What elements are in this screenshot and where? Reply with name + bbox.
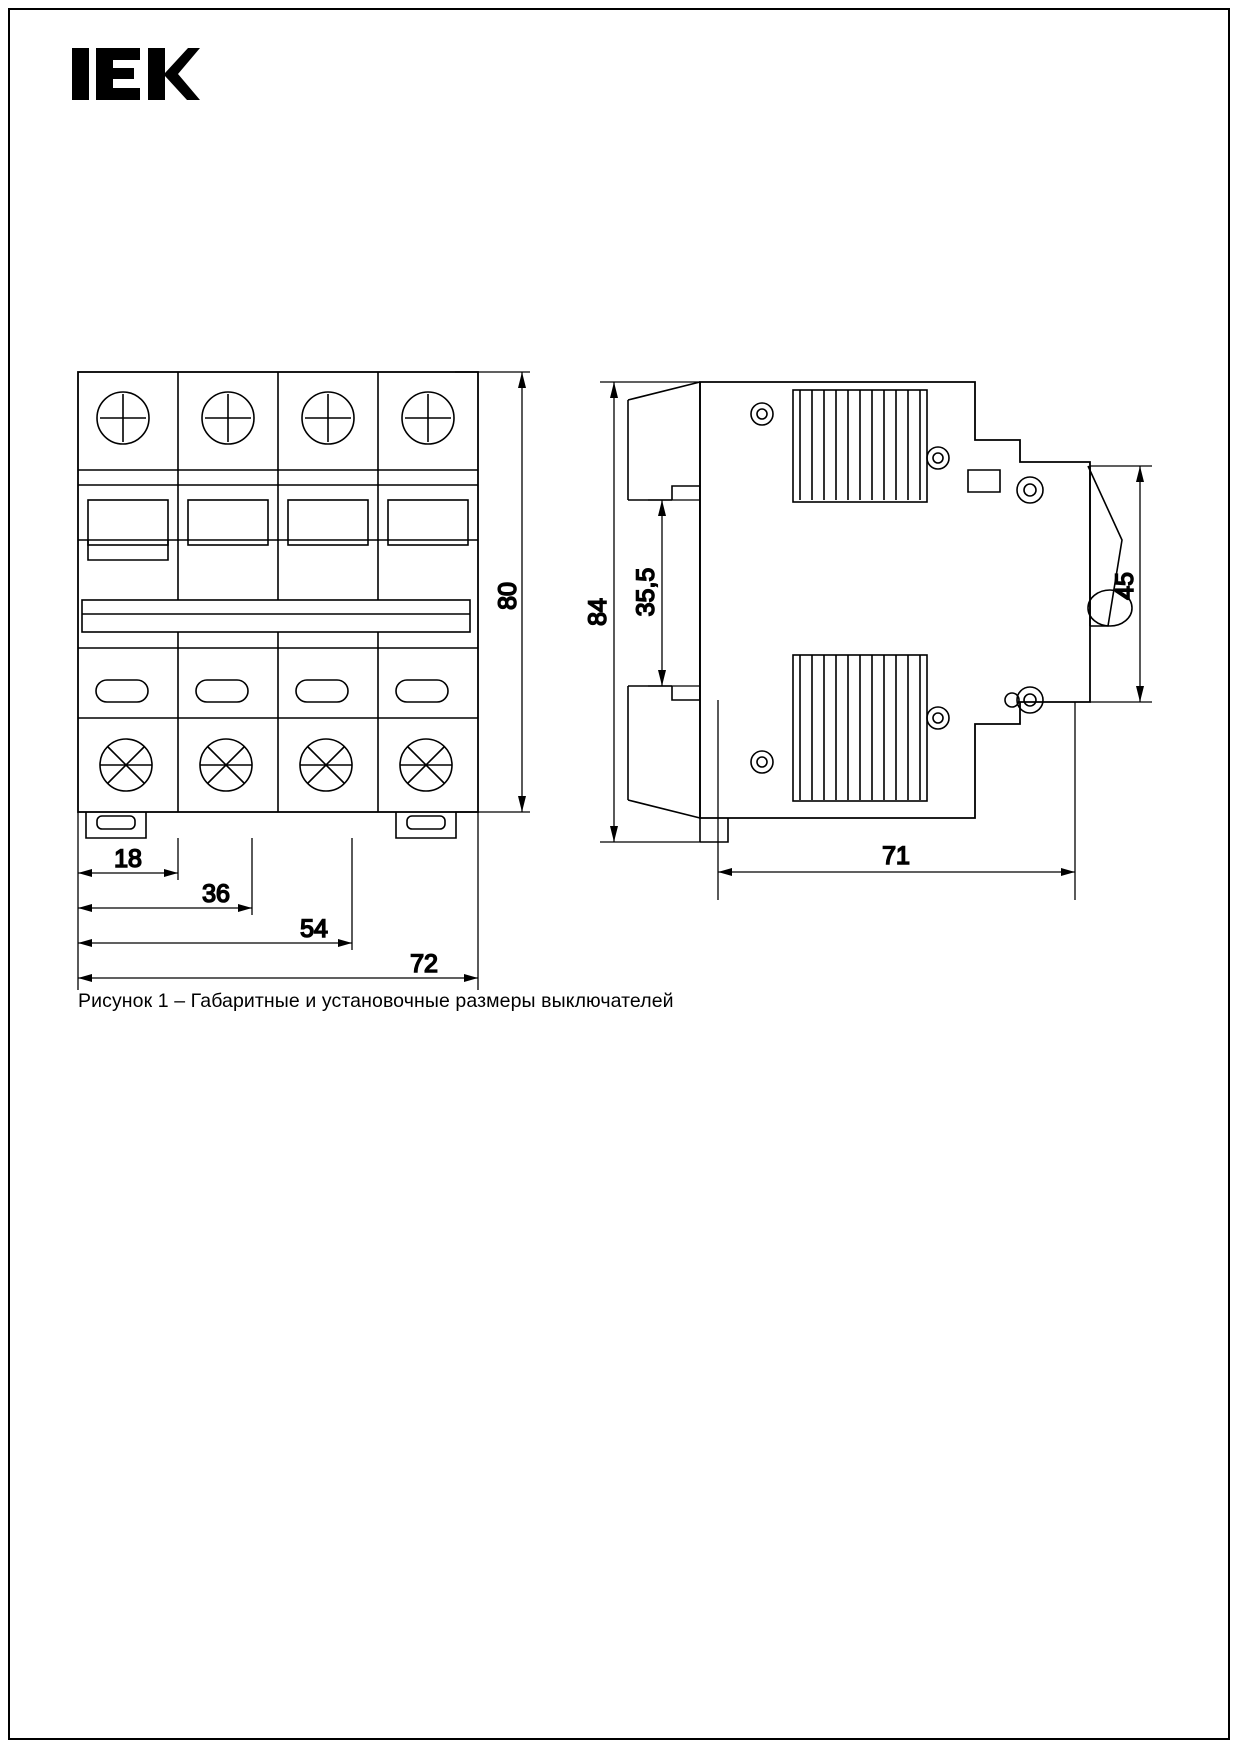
front-view: [78, 372, 478, 838]
figure-caption: Рисунок 1 – Габаритные и установочные размеры выключателей: [78, 990, 674, 1012]
dimension-label-45: 45: [1111, 572, 1139, 600]
dimension-label-72: 72: [410, 950, 438, 978]
dimension-label-54: 54: [300, 915, 328, 943]
dimension-label-84: 84: [584, 598, 612, 626]
dimension-label-71: 71: [882, 842, 910, 870]
dimension-label-35-5: 35,5: [632, 567, 660, 617]
dimension-label-80: 80: [494, 582, 522, 610]
side-view: [628, 382, 1132, 842]
dimension-label-36: 36: [202, 880, 230, 908]
dimension-label-18: 18: [114, 845, 142, 873]
